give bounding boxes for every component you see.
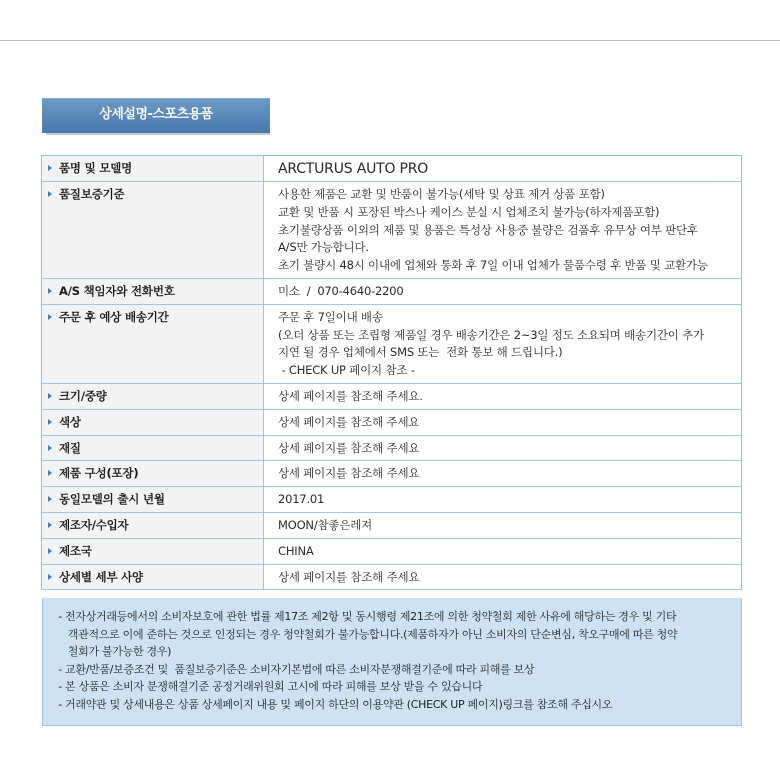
notice-box	[42, 598, 742, 726]
top-divider	[0, 40, 780, 41]
notice-item: 객관적으로 이에 준하는 것으로 인정되는 경우 청약철회가 불가능합니다.(제품하자가 아닌 소비자의 단순변심, 착오구매에 따른 청약	[55, 627, 678, 641]
row-value-line: 상세 페이지를 참조해 주세요	[278, 414, 420, 429]
row-label-text: 제품 구성(포장)	[59, 466, 139, 481]
table-row	[42, 156, 742, 182]
product-info-table-body	[42, 156, 742, 590]
table-row	[42, 409, 742, 435]
table-row	[42, 383, 742, 409]
row-value	[264, 538, 742, 564]
row-value	[264, 304, 742, 383]
notice-item: - 교환/반품/보증조건 및 품질보증기준은 소비자기본법에 따른 소비자분쟁해결기준에 따라 피해를 보상	[55, 662, 535, 676]
row-value	[264, 461, 742, 487]
row-label	[42, 564, 264, 590]
row-label-text: 제조국	[59, 543, 92, 558]
row-value-line: 2017.01	[278, 492, 325, 507]
notice-item: - 본 상품은 소비자 분쟁해결기준 공정거래위원회 고시에 따라 피해를 보상 받을 수 있습니다	[55, 680, 483, 693]
table-row	[42, 487, 742, 513]
row-label-text: 품명 및 모델명	[59, 161, 133, 175]
row-label-text: 상세별 세부 사양	[59, 569, 143, 584]
triangle-bullet-icon	[48, 165, 52, 171]
triangle-bullet-icon	[48, 419, 52, 425]
row-value	[264, 278, 742, 304]
row-value	[264, 487, 742, 513]
row-value-line: CHINA	[278, 543, 314, 558]
row-label-text: 동일모델의 출시 년월	[59, 492, 165, 507]
row-label	[42, 487, 264, 513]
notice-item: - 거래약관 및 상세내용은 상품 상세페이지 내용 및 페이지 하단의 이용약관 (CHECK UP 페이지)링크를 참조해 주십시오	[55, 697, 613, 711]
row-label-text: 색상	[59, 414, 81, 429]
row-label	[42, 512, 264, 538]
row-label-text: 재질	[59, 440, 81, 455]
row-value	[264, 383, 742, 409]
row-label-text: 제조자/수입자	[59, 517, 129, 532]
triangle-bullet-icon	[48, 445, 52, 451]
row-value	[264, 156, 742, 182]
row-value-line: - CHECK UP 페이지 참조 -	[278, 363, 415, 378]
section-tab-title: 상세설명-스포츠용품	[99, 107, 213, 122]
row-label	[42, 435, 264, 461]
row-label-text: 크기/중량	[59, 388, 107, 403]
row-label	[42, 278, 264, 304]
triangle-bullet-icon	[48, 548, 52, 554]
triangle-bullet-icon	[48, 470, 52, 476]
row-value-line: 지연 될 경우 업체에서 SMS 또는 전화 통보 해 드립니다.)	[278, 345, 563, 360]
row-label-text: 주문 후 예상 배송기간	[59, 309, 169, 324]
section-tab	[42, 98, 270, 134]
row-label	[42, 461, 264, 487]
row-value	[264, 512, 742, 538]
row-value-line: 주문 후 7일이내 배송	[278, 309, 383, 324]
table-row	[42, 564, 742, 590]
row-value-line: (오더 상품 또는 조립형 제품일 경우 배송기간은 2~3일 정도 소요되며 배송기간이 추가	[278, 327, 704, 342]
row-value-line: MOON/참좋은레져	[278, 517, 373, 532]
row-value	[264, 435, 742, 461]
row-value-line: 상세 페이지를 참조해 주세요	[278, 440, 420, 455]
table-row	[42, 512, 742, 538]
row-value	[264, 564, 742, 590]
triangle-bullet-icon	[48, 393, 52, 399]
row-value-line: 상세 페이지를 참조해 주세요	[278, 466, 420, 481]
triangle-bullet-icon	[48, 191, 52, 197]
row-value-line: 초기불량상품 이외의 제품 및 용품은 특성상 사용중 불량은 검품후 유무상 여부 판단후	[278, 222, 698, 237]
row-value-line: A/S만 가능합니다.	[278, 240, 369, 255]
triangle-bullet-icon	[48, 522, 52, 528]
table-row	[42, 278, 742, 304]
row-value-line: 사용한 제품은 교환 및 반품이 불가능(세탁 및 상표 제거 상품 포함)	[278, 187, 605, 201]
row-label	[42, 182, 264, 279]
product-info-table	[41, 155, 742, 590]
row-value-line: 초기 불량시 48시 이내에 업체와 통화 후 7일 이내 업체가 물품수령 후 반품 및 교환가능	[278, 258, 708, 273]
row-value-line: 교환 및 반품 시 포장된 박스나 케이스 분실 시 업체조치 불가능(하자제품포함)	[278, 204, 660, 219]
row-label	[42, 383, 264, 409]
table-row	[42, 461, 742, 487]
table-row	[42, 435, 742, 461]
notice-item: 철회가 불가능한 경우)	[55, 645, 172, 658]
row-label	[42, 156, 264, 182]
row-value	[264, 409, 742, 435]
row-label-text: A/S 책임자와 전화번호	[59, 283, 175, 298]
triangle-bullet-icon	[48, 574, 52, 580]
row-value-line: 상세 페이지를 참조해 주세요	[278, 569, 420, 584]
triangle-bullet-icon	[48, 314, 52, 320]
table-row	[42, 304, 742, 383]
row-label	[42, 304, 264, 383]
row-value-line: ARCTURUS AUTO PRO	[278, 161, 429, 177]
table-row	[42, 182, 742, 279]
row-label	[42, 409, 264, 435]
row-label-text: 품질보증기준	[59, 187, 125, 201]
row-label	[42, 538, 264, 564]
row-value-line: 상세 페이지를 참조해 주세요.	[278, 388, 423, 403]
triangle-bullet-icon	[48, 496, 52, 502]
table-row	[42, 538, 742, 564]
row-value-line: 미소 / 070-4640-2200	[278, 283, 404, 298]
row-value	[264, 182, 742, 279]
triangle-bullet-icon	[48, 288, 52, 294]
notice-item: - 전자상거래등에서의 소비자보호에 관한 법률 제17조 제2항 및 동시행령 제21조에 의한 청약철회 제한 사유에 해당하는 경우 및 기타	[55, 610, 677, 623]
